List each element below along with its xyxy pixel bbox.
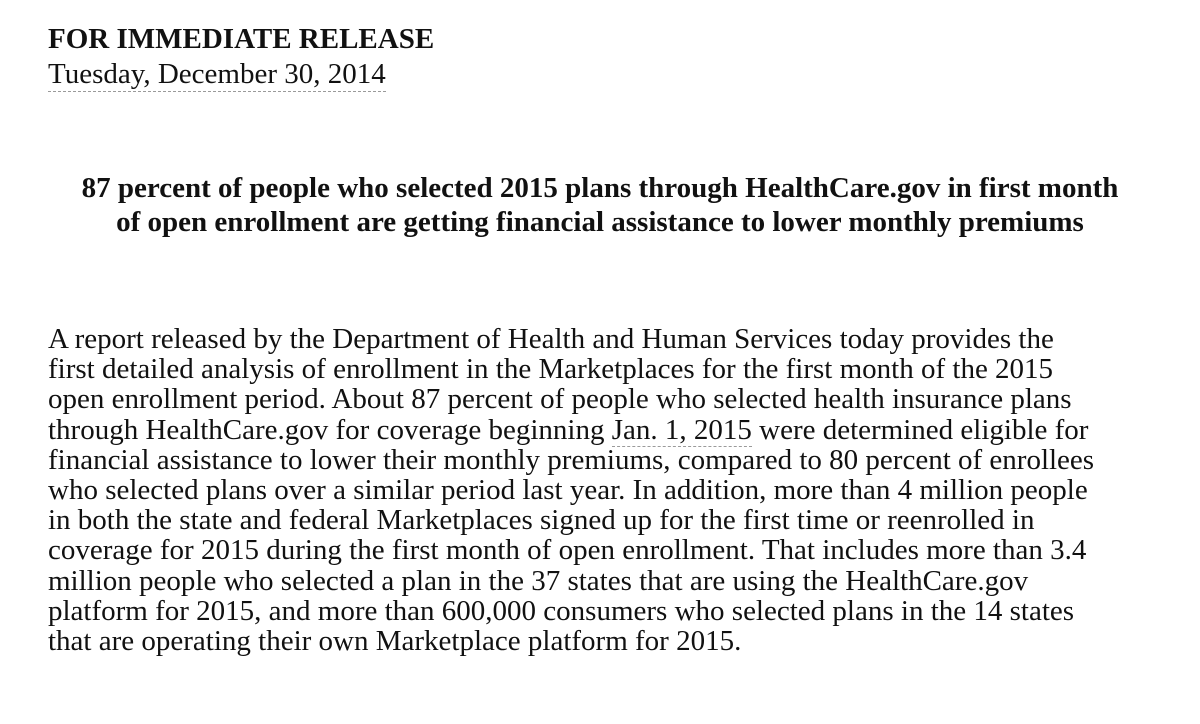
headline <box>40 171 1160 239</box>
body-line: in both the state and federal Marketplaces signed up for the first time or reenrolled in <box>48 504 1035 537</box>
release-date[interactable] <box>48 57 386 91</box>
headline-line-1: 87 percent of people who selected 2015 plans through HealthCare.gov in first month <box>81 172 1119 204</box>
body-line <box>48 415 1178 445</box>
body-line: platform for 2015, and more than 600,000 consumers who selected plans in the 14 states <box>48 594 1075 627</box>
body-line: open enrollment period. About 87 percent of people who selected health insurance plans <box>48 383 1072 416</box>
release-label: FOR IMMEDIATE RELEASE <box>48 23 435 55</box>
body-line: A report released by the Department of Health and Human Services today provides the <box>48 323 1054 355</box>
body-line: who selected plans over a similar period last year. In addition, more than 4 million people <box>48 474 1088 507</box>
coverage-date-link[interactable]: Jan. 1, 2015 <box>611 413 752 446</box>
body-paragraph <box>48 324 1178 656</box>
release-date-text[interactable]: Tuesday, December 30, 2014 <box>48 58 386 90</box>
headline-line-2: of open enrollment are getting financial assistance to lower monthly premiums <box>116 206 1084 238</box>
body-line: that are operating their own Marketplace platform for 2015. <box>48 625 742 658</box>
body-text-segment: through HealthCare.gov for coverage beginning <box>48 413 612 446</box>
body-line: million people who selected a plan in the 37 states that are using the HealthCare.gov <box>48 564 1029 597</box>
body-line: first detailed analysis of enrollment in the Marketplaces for the first month of the 2015 <box>48 353 1054 386</box>
body-text-segment: were determined eligible for <box>751 413 1089 446</box>
body-line: coverage for 2015 during the first month of open enrollment. That includes more than 3.4 <box>48 534 1087 567</box>
body-line: financial assistance to lower their monthly premiums, compared to 80 percent of enrollees <box>48 443 1095 476</box>
